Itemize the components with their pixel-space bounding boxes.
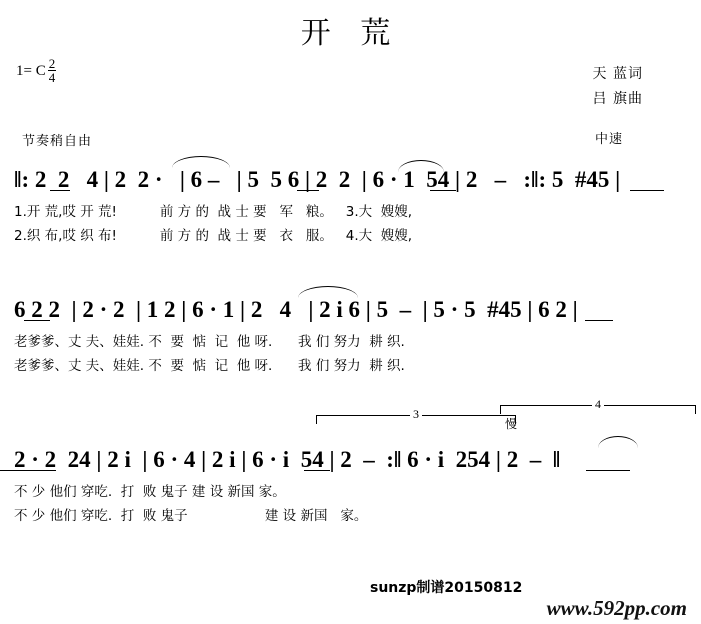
- lyricist-credit: 天 蓝词: [592, 66, 643, 82]
- triplet-number: 3: [410, 407, 422, 422]
- system-1-lyrics-verse-2: 2.织 布,哎 织 布! 前 方 的 战 士 要 衣 服。 4.大 嫂嫂,: [14, 228, 412, 244]
- slur-arc: [298, 286, 358, 298]
- music-system-3: [0, 438, 701, 548]
- ending-number: 4: [592, 397, 604, 412]
- system-3-notes: 2 · 2 24 | 2 i | 6 · 4 | 2 i | 6 · i 54 | 2 – :‖ 6 · i 254 | 2 – ‖: [14, 447, 561, 472]
- composer-credit: 吕 旗曲: [592, 91, 643, 107]
- system-1-notes: ‖: 2 2 4 | 2 2 · | 6 – | 5 5 6 | 2 2 | 6 · 1 54 | 2 – :‖: 5 #45 |: [14, 167, 621, 192]
- system-2-notes: 6 2 2 | 2 · 2 | 1 2 | 6 · 1 | 2 4 | 2 i 6 | 5 – | 5 · 5 #45 | 6 2 |: [14, 297, 578, 322]
- time-signature-denominator: 4: [48, 70, 56, 85]
- system-2-lyrics-verse-1: 老爹爹、丈 夫、娃娃. 不 要 惦 记 他 呀. 我 们 努力 耕 织.: [14, 334, 405, 350]
- slur-arc: [598, 436, 638, 448]
- beam-line: [586, 470, 630, 471]
- time-signature: [48, 57, 57, 84]
- triplet-bracket: [316, 407, 516, 424]
- tempo-marking-right: 中速: [594, 132, 623, 147]
- beam-line: [0, 470, 56, 471]
- engraver-credit: sunzp制谱20150812: [370, 580, 523, 596]
- slow-marking: 慢: [505, 417, 518, 431]
- slur-arc: [172, 156, 230, 168]
- key-label: 1= C: [16, 63, 46, 79]
- system-3-lyrics-verse-2: 不 少 他们 穿吃. 打 败 鬼子 建 设 新国 家。: [14, 508, 368, 524]
- beam-line: [630, 190, 664, 191]
- time-signature-numerator: 2: [48, 56, 56, 71]
- system-1-lyrics-verse-1: 1.开 荒,哎 开 荒! 前 方 的 战 士 要 军 粮。 3.大 嫂嫂,: [14, 204, 412, 220]
- key-signature: [16, 58, 56, 85]
- ending-bracket: [500, 397, 696, 414]
- slur-arc: [398, 160, 444, 172]
- beam-line: [24, 320, 50, 321]
- beam-line: [585, 320, 613, 321]
- page-title: 开 荒: [300, 16, 401, 51]
- site-watermark: www.592pp.com: [546, 596, 687, 620]
- beam-line: [304, 470, 330, 471]
- music-system-2: [0, 288, 701, 398]
- system-2-lyrics-verse-2: 老爹爹、丈 夫、娃娃. 不 要 惦 记 他 呀. 我 们 努力 耕 织.: [14, 358, 405, 374]
- system-3-lyrics-verse-1: 不 少 他们 穿吃. 打 败 鬼子 建 设 新国 家。: [14, 484, 286, 500]
- beam-line: [297, 190, 319, 191]
- beam-line: [50, 190, 70, 191]
- beam-line: [430, 190, 456, 191]
- music-system-1: [0, 158, 701, 268]
- tempo-marking-left: 节奏稍自由: [22, 134, 93, 149]
